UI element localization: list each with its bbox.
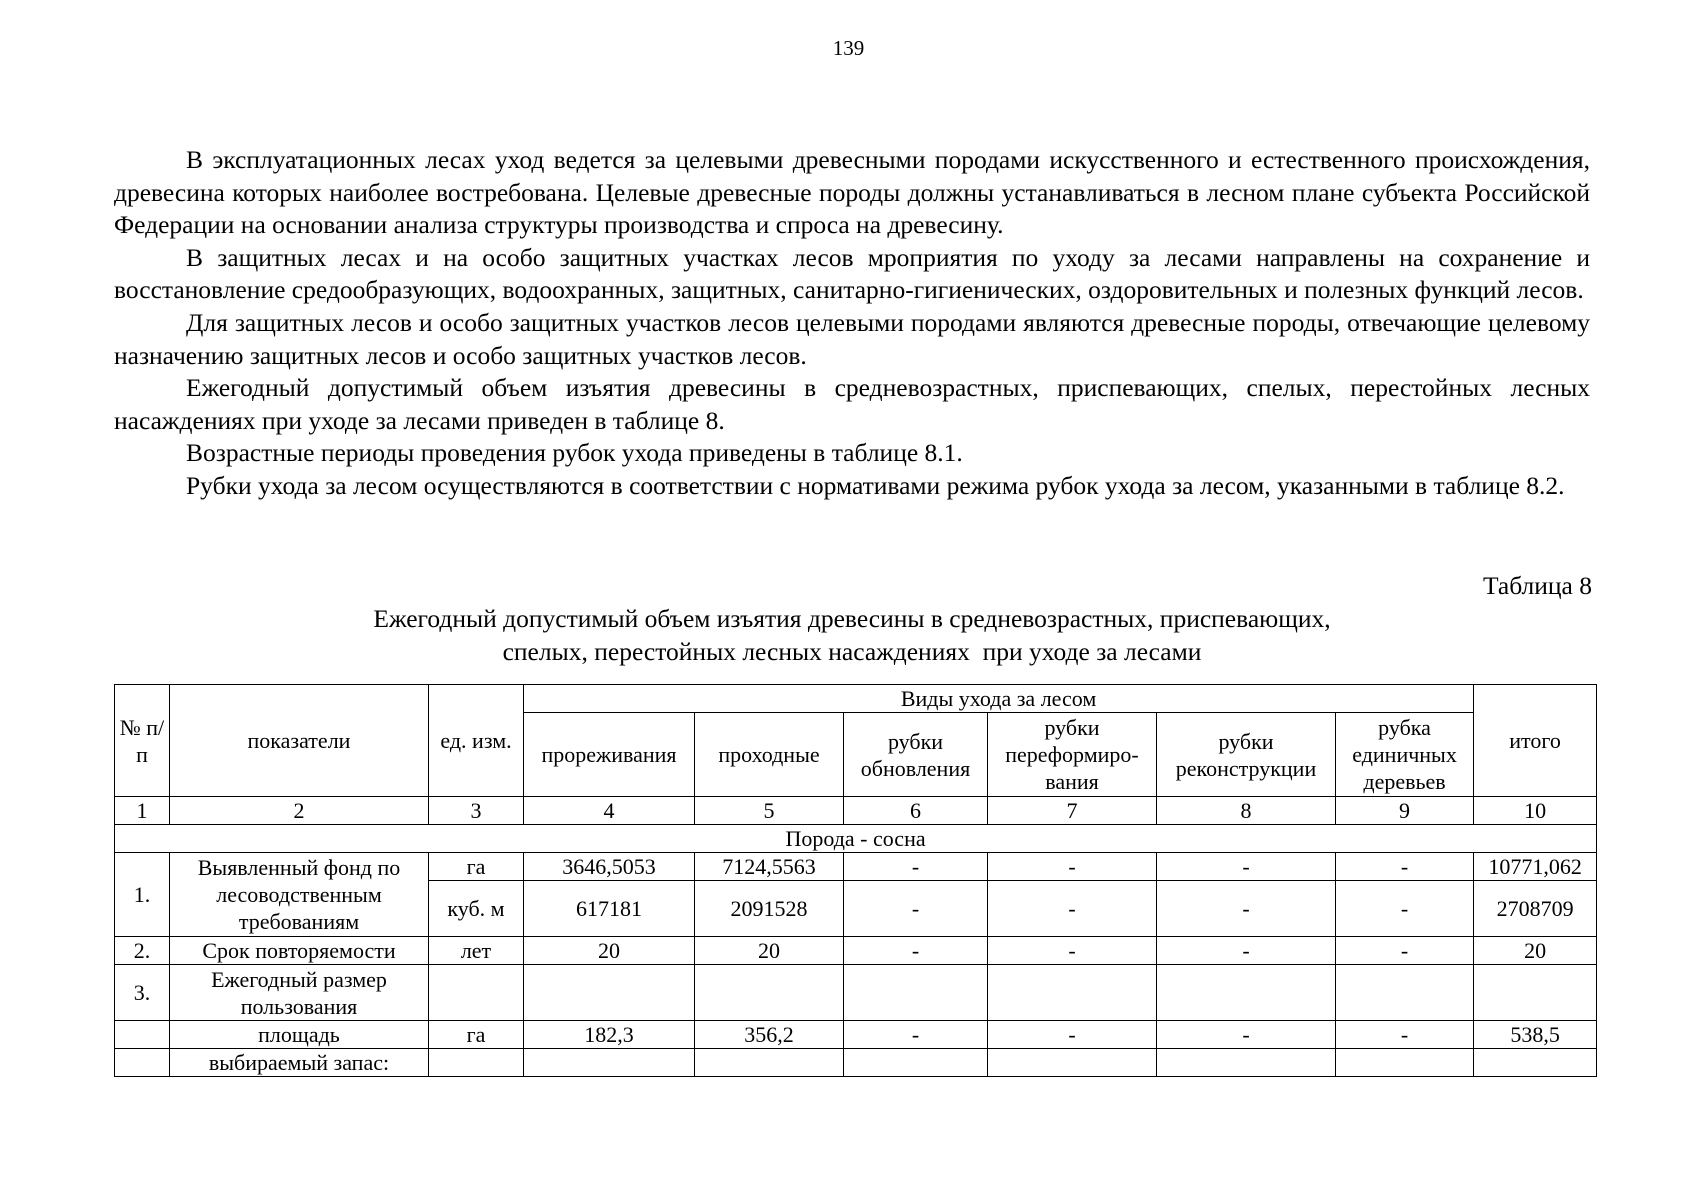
column-number: 3: [429, 797, 524, 825]
paragraph: Возрастные периоды проведения рубок ухода приведены в таблице 8.1.: [186, 438, 963, 468]
table-cell: -: [1157, 937, 1336, 965]
table-cell: -: [844, 1021, 988, 1049]
header-group: Виды ухода за лесом: [524, 685, 1474, 713]
row-label: Ежегодный размер пользования: [170, 965, 429, 1021]
table-cell: -: [988, 937, 1157, 965]
table-cell: [1336, 965, 1474, 1021]
table-cell: -: [988, 853, 1157, 881]
table-cell: [844, 1049, 988, 1077]
table-row: [115, 853, 1597, 881]
column-number: 1: [115, 797, 170, 825]
column-number: 7: [988, 797, 1157, 825]
row-label: Срок повторяемости: [170, 937, 429, 965]
column-number: 9: [1336, 797, 1474, 825]
table-cell: [1157, 965, 1336, 1021]
table-number: Таблица 8: [1482, 571, 1592, 600]
row-unit: [429, 1049, 524, 1077]
paragraph: Для защитных лесов и особо защитных участков лесов целевыми породами являются древесные породы, отвечающие целевому назначению защитных лесов и особо защитных участков лесов.: [114, 307, 1590, 370]
paragraph: Ежегодный допустимый объем изъятия древесины в средневозрастных, приспевающих, спелых, перестойных лесных насаждениях при уходе за лесами приведен в таблице 8.: [114, 373, 1590, 435]
table-cell: -: [1157, 853, 1336, 881]
table-cell: 10771,062: [1474, 853, 1597, 881]
table-cell: [988, 965, 1157, 1021]
table-cell: [695, 965, 844, 1021]
row-num: 2.: [115, 937, 170, 965]
header-reconstruction: рубки реконструкции: [1157, 713, 1336, 797]
table-cell: 617181: [524, 881, 695, 937]
table-cell: -: [1157, 881, 1336, 937]
table-row: [115, 1021, 1597, 1049]
table-title-line: Ежегодный допустимый объем изъятия древесины в средневозрастных, приспевающих,: [373, 604, 1331, 633]
row-label: площадь: [170, 1021, 429, 1049]
row-unit: лет: [429, 937, 524, 965]
row-unit: куб. м: [429, 881, 524, 937]
table-cell: -: [988, 1021, 1157, 1049]
table-cell: -: [1336, 937, 1474, 965]
table-cell: -: [988, 881, 1157, 937]
table-cell: 182,3: [524, 1021, 695, 1049]
table-cell: 356,2: [695, 1021, 844, 1049]
row-num: [115, 1021, 170, 1049]
table-cell: -: [844, 881, 988, 937]
page-number: 139: [832, 36, 865, 60]
row-label: выбираемый запас:: [170, 1049, 429, 1077]
table-cell: [1157, 1049, 1336, 1077]
table-cell: 20: [695, 937, 844, 965]
table-cell: 538,5: [1474, 1021, 1597, 1049]
header-num: № п/п: [115, 685, 170, 797]
paragraph: В эксплуатационных лесах уход ведется за целевыми древесными породами искусственного и естественного происхождения, древесина которых наиболее востребована. Целевые древесные породы должны устанавливаться в лесном плане субъекта Российской Федерации на основании анализа структуры производства и спроса на древесину.: [114, 145, 1590, 240]
header-passing: проходные: [695, 713, 844, 797]
header-single-trees: рубка единичных деревьев: [1336, 713, 1474, 797]
data-table: [114, 684, 1597, 1077]
table-cell: [1474, 1049, 1597, 1077]
table-cell: 20: [524, 937, 695, 965]
table-row: [115, 965, 1597, 1021]
table-title-line: спелых, перестойных лесных насаждениях при уходе за лесами: [502, 636, 1202, 666]
column-numbers-row: [115, 797, 1597, 825]
row-unit: га: [429, 1021, 524, 1049]
body-text: [114, 144, 1590, 503]
table-cell: [1336, 1049, 1474, 1077]
table-cell: 7124,5563: [695, 853, 844, 881]
table-title: [114, 603, 1590, 668]
table-cell: -: [1336, 881, 1474, 937]
table-cell: 3646,5053: [524, 853, 695, 881]
paragraph: Рубки ухода за лесом осуществляются в соответствии с нормативами режима рубок ухода за лесом, указанными в таблице 8.2.: [186, 470, 1565, 500]
header-thinning: прореживания: [524, 713, 695, 797]
column-number: 6: [844, 797, 988, 825]
header-row: [115, 685, 1597, 713]
table-cell: -: [1336, 1021, 1474, 1049]
column-number: 10: [1474, 797, 1597, 825]
header-reforming: рубки переформиро-вания: [988, 713, 1157, 797]
table-cell: 2708709: [1474, 881, 1597, 937]
table-cell: [524, 965, 695, 1021]
column-number: 2: [170, 797, 429, 825]
row-unit: [429, 965, 524, 1021]
table-cell: 20: [1474, 937, 1597, 965]
column-number: 5: [695, 797, 844, 825]
table-row: [115, 1049, 1597, 1077]
header-total: итого: [1474, 685, 1597, 797]
column-number: 8: [1157, 797, 1336, 825]
table-cell: [988, 1049, 1157, 1077]
table-cell: [695, 1049, 844, 1077]
row-unit: га: [429, 853, 524, 881]
header-indicators: показатели: [170, 685, 429, 797]
column-number: 4: [524, 797, 695, 825]
table-cell: [1474, 965, 1597, 1021]
table-cell: [524, 1049, 695, 1077]
table-cell: -: [1157, 1021, 1336, 1049]
section-label: Порода - сосна: [115, 825, 1597, 853]
header-unit: ед. изм.: [429, 685, 524, 797]
header-renewal: рубки обновления: [844, 713, 988, 797]
row-label: Выявленный фонд по лесоводственным требованиям: [170, 853, 429, 937]
row-num: 1.: [115, 853, 170, 937]
table-row: [115, 937, 1597, 965]
table-cell: -: [844, 937, 988, 965]
row-num: 3.: [115, 965, 170, 1021]
section-row: [115, 825, 1597, 853]
table-cell: 2091528: [695, 881, 844, 937]
table-cell: -: [1336, 853, 1474, 881]
row-num: [115, 1049, 170, 1077]
table-cell: [844, 965, 988, 1021]
paragraph: В защитных лесах и на особо защитных участках лесов мроприятия по уходу за лесами направлены на сохранение и восстановление средообразующих, водоохранных, защитных, санитарно-гигиенических, оздоровительных и полезных функций лесов.: [114, 242, 1590, 305]
table-cell: -: [844, 853, 988, 881]
